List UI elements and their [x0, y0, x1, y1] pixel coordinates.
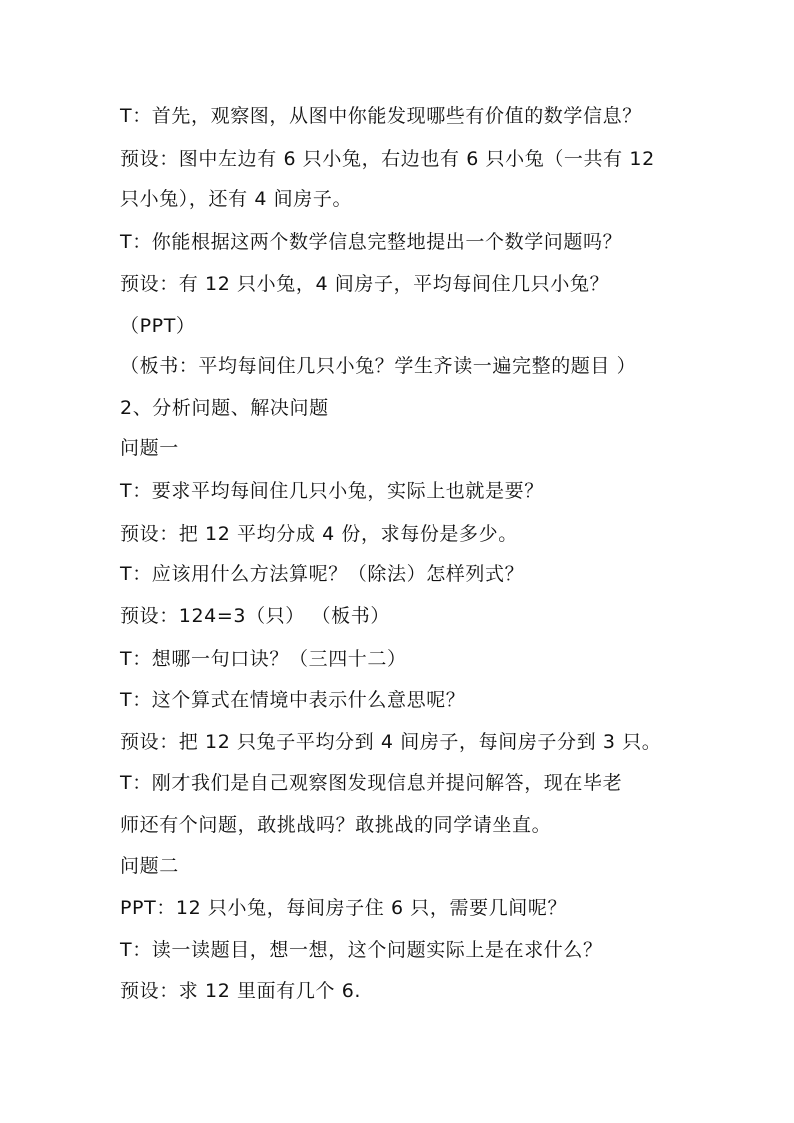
text-line: 预设：图中左边有 6 只小兔，右边也有 6 只小兔（一共有 12: [120, 148, 655, 170]
text-line: 预设：有 12 只小兔，4 间房子，平均每间住几只小兔？: [120, 273, 610, 295]
question-heading: 问题一: [120, 437, 179, 459]
text-line: T：读一读题目，想一想，这个问题实际上是在求什么？: [120, 939, 603, 961]
text-line: 预设：124=3（只） （板书）: [120, 605, 390, 627]
text-line: T：刚才我们是自己观察图发现信息并提问解答，现在毕老: [120, 772, 623, 794]
text-line: PPT：12 只小兔，每间房子住 6 只，需要几间呢？: [120, 897, 568, 919]
text-line: 师还有个问题，敢挑战吗？敢挑战的同学请坐直。: [120, 814, 552, 836]
text-line: （板书：平均每间住几只小兔？学生齐读一遍完整的题目 ）: [120, 355, 637, 377]
section-heading: 2、分析问题、解决问题: [120, 397, 329, 419]
text-line: 预设：把 12 平均分成 4 份，求每份是多少。: [120, 523, 518, 545]
text-line: （PPT）: [120, 315, 196, 337]
text-line: T：应该用什么方法算呢？（除法）怎样列式？: [120, 563, 525, 585]
text-line: T：要求平均每间住几只小兔，实际上也就是要？: [120, 480, 544, 502]
text-line: T：想哪一句口诀？（三四十二）: [120, 648, 407, 670]
text-line: T：这个算式在情境中表示什么意思呢？: [120, 689, 466, 711]
text-line: 预设：把 12 只兔子平均分到 4 间房子，每间房子分到 3 只。: [120, 731, 662, 753]
text-line: 只小兔），还有 4 间房子。: [120, 188, 353, 210]
text-line: T：首先，观察图，从图中你能发现哪些有价值的数学信息？: [120, 105, 642, 127]
question-heading: 问题二: [120, 855, 179, 877]
text-line: 预设：求 12 里面有几个 6.: [120, 980, 362, 1002]
text-line: T：你能根据这两个数学信息完整地提出一个数学问题吗？: [120, 231, 623, 253]
